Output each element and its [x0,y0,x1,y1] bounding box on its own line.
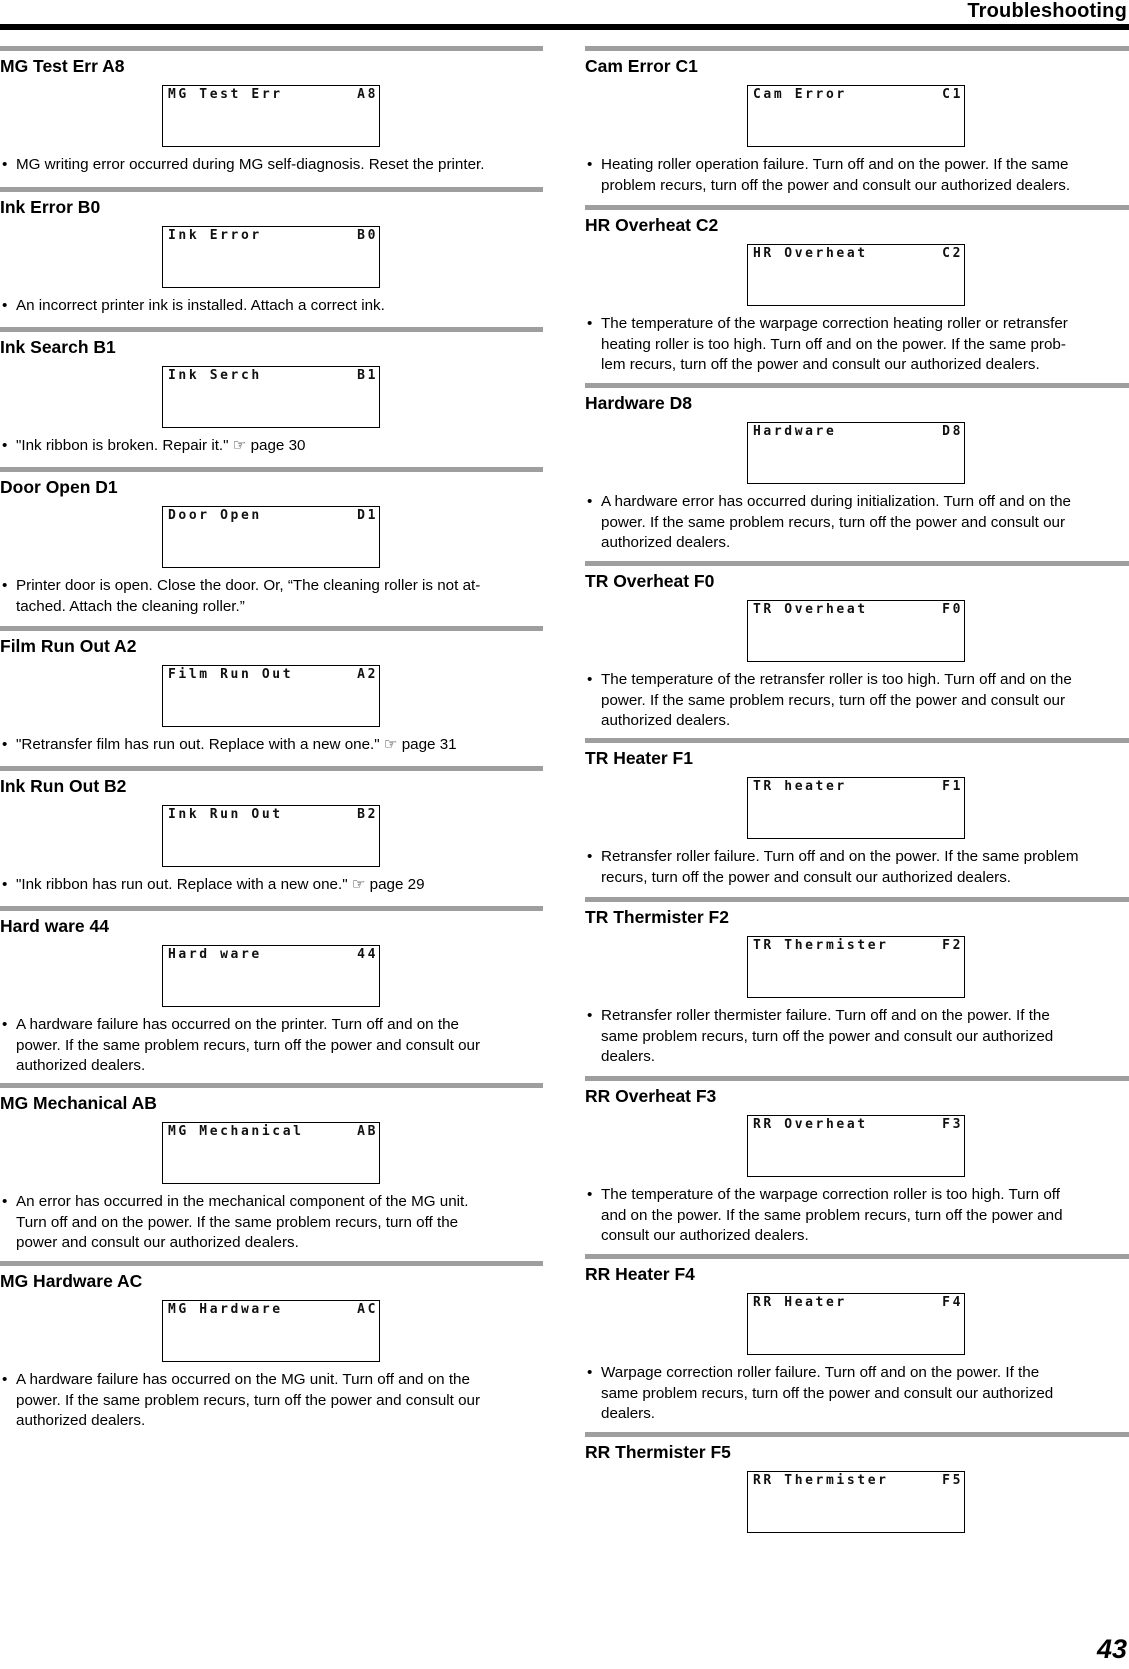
error-section-hardware-d8 [585,383,1129,554]
error-section-cam-error-c1 [585,46,1129,196]
error-section-ink-error-b0 [0,187,543,317]
bullet-icon: • [2,1371,8,1388]
description-line: "Ink ribbon is broken. Repair it." ☞ page 30 [16,437,306,454]
lcd-display [747,422,965,484]
lcd-display [162,366,380,428]
section-title: MG Hardware AC [0,1271,143,1291]
section-divider [585,897,1129,902]
lcd-message: Ink Run Out [168,807,283,822]
bullet-icon: • [2,156,8,173]
error-description [0,1015,543,1077]
lcd-error-code: A8 [357,87,378,102]
description-line: consult our authorized dealers. [601,1227,809,1244]
lcd-display [747,1471,965,1533]
lcd-display [162,1122,380,1184]
section-title: Door Open D1 [0,477,118,497]
description-line: "Ink ribbon has run out. Replace with a new one." ☞ page 29 [16,876,425,893]
error-description [0,436,543,457]
lcd-display [162,1300,380,1362]
description-line: MG writing error occurred during MG self-diagnosis. Reset the printer. [16,156,485,173]
section-title: RR Overheat F3 [585,1086,717,1106]
section-divider [585,738,1129,743]
lcd-display [747,777,965,839]
lcd-error-code: D1 [357,508,378,523]
section-divider [0,1083,543,1088]
section-divider [585,205,1129,210]
lcd-display [162,85,380,147]
bullet-icon: • [587,315,593,332]
lcd-display [747,1293,965,1355]
error-section-ink-search-b1 [0,327,543,457]
lcd-message: HR Overheat [753,246,868,261]
description-line: An incorrect printer ink is installed. Attach a correct ink. [16,297,385,314]
lcd-error-code: F3 [942,1117,963,1132]
lcd-message: MG Mechanical [168,1124,304,1139]
lcd-error-code: F4 [942,1295,963,1310]
bullet-icon: • [587,1364,593,1381]
description-line: tached. Attach the cleaning roller.” [16,597,245,615]
lcd-error-code: 44 [357,947,378,962]
lcd-message: RR Thermister [753,1473,889,1488]
section-title: MG Test Err A8 [0,56,125,76]
lcd-error-code: A2 [357,667,378,682]
section-divider [0,1261,543,1266]
lcd-display [747,936,965,998]
description-line: power. If the same problem recurs, turn off the power and consult our [16,1036,481,1054]
description-line: An error has occurred in the mechanical component of the MG unit. [16,1193,469,1210]
error-section-ink-run-out-b2 [0,766,543,896]
error-section-tr-overheat-f0 [585,561,1129,732]
section-title: HR Overheat C2 [585,215,719,235]
section-title: Film Run Out A2 [0,636,137,656]
description-line: power. If the same problem recurs, turn off the power and consult our [16,1391,481,1409]
bullet-icon: • [587,156,593,173]
lcd-display [162,506,380,568]
bullet-icon: • [587,1007,593,1024]
lcd-display [747,1115,965,1177]
description-line: same problem recurs, turn off the power and consult our authorized [601,1384,1054,1402]
error-description [0,1370,543,1432]
lcd-message: TR Thermister [753,938,889,953]
error-description [0,296,543,317]
description-line: A hardware failure has occurred on the MG unit. Turn off and on the [16,1371,470,1388]
error-section-hr-overheat-c2 [585,205,1129,376]
description-line: "Retransfer film has run out. Replace with a new one." ☞ page 31 [16,736,457,753]
bullet-icon: • [2,876,8,893]
error-description [585,1363,1129,1425]
header-rule [0,24,1129,30]
bullet-icon: • [587,493,593,510]
error-section-rr-thermister-f5 [585,1432,1129,1533]
description-line: authorized dealers. [601,534,731,551]
section-divider [585,383,1129,388]
section-divider [585,1432,1129,1437]
section-title: Hard ware 44 [0,916,109,936]
description-line: authorized dealers. [16,1412,146,1429]
lcd-error-code: F2 [942,938,963,953]
section-title: Ink Error B0 [0,197,101,217]
lcd-message: Ink Serch [168,368,262,383]
error-section-rr-overheat-f3 [585,1076,1129,1247]
lcd-message: Hardware [753,424,837,439]
error-section-hard-ware-44 [0,906,543,1077]
error-section-film-run-out-a2 [0,626,543,756]
lcd-display [162,945,380,1007]
section-divider [585,46,1129,51]
description-line: The temperature of the retransfer roller is too high. Turn off and on the [601,671,1072,688]
lcd-error-code: AB [357,1124,378,1139]
lcd-message: Film Run Out [168,667,294,682]
description-line: authorized dealers. [601,712,731,729]
description-line: A hardware failure has occurred on the printer. Turn off and on the [16,1016,459,1033]
error-description [0,1192,543,1254]
lcd-error-code: AC [357,1302,378,1317]
lcd-message: Ink Error [168,228,262,243]
lcd-error-code: C2 [942,246,963,261]
lcd-error-code: C1 [942,87,963,102]
lcd-message: Cam Error [753,87,847,102]
description-line: Warpage correction roller failure. Turn off and on the power. If the [601,1364,1040,1381]
error-section-tr-thermister-f2 [585,897,1129,1068]
error-description [585,1006,1129,1068]
lcd-message: Hard ware [168,947,262,962]
description-line: heating roller is too high. Turn off and on the power. If the same prob- [601,335,1066,353]
section-divider [0,626,543,631]
section-divider [0,906,543,911]
lcd-display [747,244,965,306]
description-line: problem recurs, turn off the power and consult our authorized dealers. [601,176,1071,194]
error-description [585,847,1129,888]
description-line: A hardware error has occurred during initialization. Turn off and on the [601,493,1071,510]
error-description [585,1185,1129,1247]
description-line: The temperature of the warpage correction roller is too high. Turn off [601,1186,1060,1203]
section-title: Hardware D8 [585,393,692,413]
page-number: 43 [1096,1634,1127,1664]
running-header-title: Troubleshooting [967,0,1127,22]
section-divider [585,1076,1129,1081]
error-description [585,155,1129,196]
lcd-message: TR Overheat [753,602,868,617]
description-line: power. If the same problem recurs, turn off the power and consult our [601,513,1066,531]
bullet-icon: • [2,1193,8,1210]
description-line: The temperature of the warpage correction heating roller or retransfer [601,315,1068,332]
lcd-message: TR heater [753,779,847,794]
description-line: power. If the same problem recurs, turn off the power and consult our [601,691,1066,709]
section-divider [0,187,543,192]
error-description [0,155,543,176]
lcd-error-code: B1 [357,368,378,383]
lcd-error-code: B0 [357,228,378,243]
description-line: recurs, turn off the power and consult our authorized dealers. [601,868,1012,886]
section-divider [0,766,543,771]
lcd-error-code: B2 [357,807,378,822]
lcd-message: RR Heater [753,1295,847,1310]
error-description [585,670,1129,732]
section-title: RR Thermister F5 [585,1442,731,1462]
section-title: TR Overheat F0 [585,571,715,591]
description-line: Retransfer roller thermister failure. Turn off and on the power. If the [601,1007,1050,1024]
bullet-icon: • [2,577,8,594]
section-title: Cam Error C1 [585,56,698,76]
lcd-display [162,226,380,288]
lcd-error-code: F0 [942,602,963,617]
error-section-mg-mechanical-ab [0,1083,543,1254]
description-line: Printer door is open. Close the door. Or, “The cleaning roller is not at- [16,577,481,594]
error-section-mg-hardware-ac [0,1261,543,1432]
description-line: Heating roller operation failure. Turn off and on the power. If the same [601,156,1069,173]
lcd-error-code: F5 [942,1473,963,1488]
bullet-icon: • [2,736,8,753]
error-description [585,314,1129,376]
section-divider [585,561,1129,566]
bullet-icon: • [2,1016,8,1033]
error-section-mg-test-err-a8 [0,46,543,176]
lcd-display [162,805,380,867]
section-divider [585,1254,1129,1259]
error-description [0,875,543,896]
section-title: Ink Search B1 [0,337,116,357]
section-title: TR Thermister F2 [585,907,729,927]
description-line: Turn off and on the power. If the same problem recurs, turn off the [16,1213,459,1231]
lcd-message: MG Test Err [168,87,283,102]
error-description [585,492,1129,554]
section-divider [0,467,543,472]
lcd-display [162,665,380,727]
section-divider [0,46,543,51]
section-title: RR Heater F4 [585,1264,695,1284]
bullet-icon: • [587,1186,593,1203]
section-divider [0,327,543,332]
bullet-icon: • [587,848,593,865]
section-title: Ink Run Out B2 [0,776,127,796]
description-line: dealers. [601,1048,656,1065]
error-description [0,735,543,756]
bullet-icon: • [587,671,593,688]
description-line: Retransfer roller failure. Turn off and on the power. If the same problem [601,848,1079,865]
lcd-display [747,85,965,147]
lcd-display [747,600,965,662]
description-line: power and consult our authorized dealers. [16,1234,299,1251]
error-description [0,576,543,617]
section-title: MG Mechanical AB [0,1093,157,1113]
section-title: TR Heater F1 [585,748,693,768]
lcd-message: MG Hardware [168,1302,283,1317]
description-line: and on the power. If the same problem recurs, turn off the power and [601,1206,1063,1224]
lcd-message: RR Overheat [753,1117,868,1132]
lcd-error-code: D8 [942,424,963,439]
description-line: dealers. [601,1405,656,1422]
description-line: authorized dealers. [16,1057,146,1074]
error-section-rr-heater-f4 [585,1254,1129,1425]
description-line: lem recurs, turn off the power and consult our authorized dealers. [601,356,1040,373]
error-section-door-open-d1 [0,467,543,617]
description-line: same problem recurs, turn off the power and consult our authorized [601,1027,1054,1045]
lcd-message: Door Open [168,508,262,523]
bullet-icon: • [2,297,8,314]
lcd-error-code: F1 [942,779,963,794]
bullet-icon: • [2,437,8,454]
error-section-tr-heater-f1 [585,738,1129,888]
